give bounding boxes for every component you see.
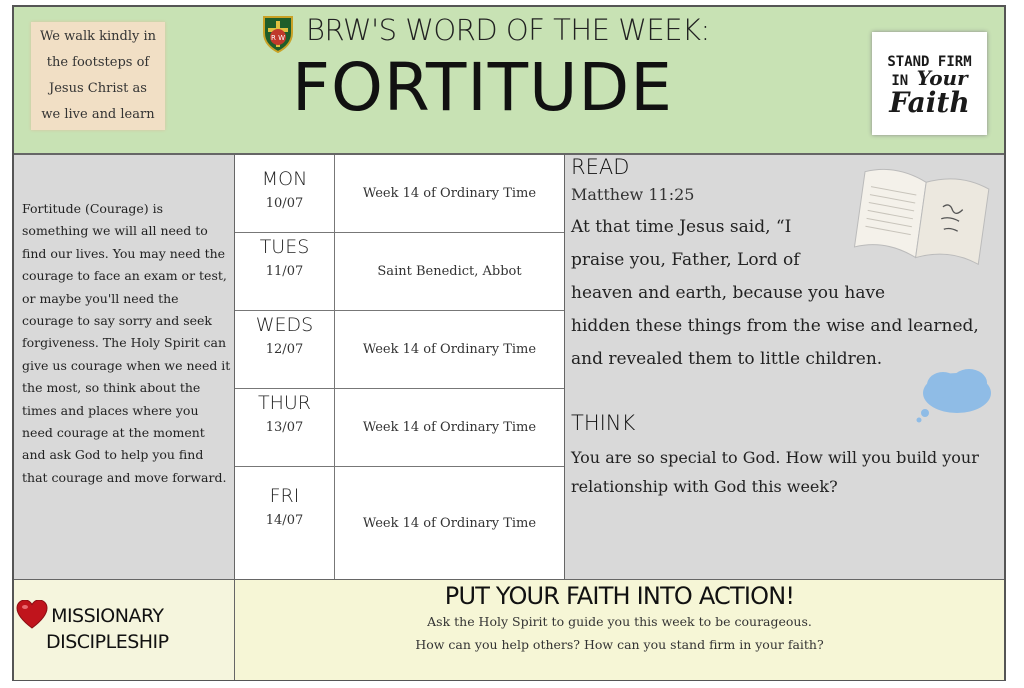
action-line: How can you help others? How can you stand firm in your faith? <box>415 637 824 652</box>
missionary-discipleship-label <box>46 603 169 655</box>
think-heading: THINK <box>571 411 636 435</box>
motto-line: Jesus Christ as <box>49 81 147 96</box>
day-name: FRI <box>269 485 300 507</box>
day-date: 11/07 <box>265 264 304 279</box>
poster-frame <box>12 5 1006 681</box>
day-row <box>235 233 564 311</box>
feast-label: Week 14 of Ordinary Time <box>362 342 537 357</box>
open-bible-icon <box>850 160 995 265</box>
crest-letters: R W <box>270 34 286 42</box>
day-date: 14/07 <box>265 513 304 528</box>
page-title: BRW'S WORD OF THE WEEK: <box>306 13 710 47</box>
badge-word: Your <box>916 66 968 90</box>
think-line: You are so special to God. How will you build your <box>571 448 979 467</box>
day-cell <box>235 155 335 232</box>
day-cell <box>235 467 335 579</box>
day-row <box>235 311 564 389</box>
motto-card <box>31 22 165 130</box>
feast-label: Week 14 of Ordinary Time <box>362 515 537 531</box>
feast-label: Week 14 of Ordinary Time <box>362 420 537 435</box>
day-date: 13/07 <box>265 420 304 435</box>
motto-line: we live and learn <box>41 107 155 122</box>
verse-line: heaven and earth, because you have <box>571 283 886 303</box>
motto-line: the footsteps of <box>46 55 150 70</box>
motto-line: We walk kindly in <box>39 29 157 44</box>
verse-line: praise you, Father, Lord of <box>571 250 800 270</box>
think-line: relationship with God this week? <box>571 477 838 496</box>
day-row <box>235 389 564 467</box>
day-name: THUR <box>257 392 311 414</box>
thought-cloud-icon <box>915 365 995 425</box>
stand-firm-badge <box>872 32 987 135</box>
intro-panel <box>14 155 235 579</box>
missionary-discipleship-panel <box>14 580 235 680</box>
read-heading: READ <box>571 155 630 179</box>
feast-label: Week 14 of Ordinary Time <box>362 186 537 201</box>
day-row <box>235 467 564 579</box>
badge-word: IN <box>891 73 909 89</box>
days-table <box>235 155 564 579</box>
day-date: 12/07 <box>265 342 304 357</box>
think-question <box>571 443 981 501</box>
action-title: PUT YOUR FAITH INTO ACTION! <box>444 582 795 610</box>
feast-label: Saint Benedict, Abbot <box>377 264 522 279</box>
day-date: 10/07 <box>265 196 304 211</box>
mission-line: DISCIPLESHIP <box>46 631 169 653</box>
day-name: WEDS <box>255 314 314 336</box>
day-name: TUES <box>259 236 310 258</box>
action-line: Ask the Holy Spirit to guide you this week to be courageous. <box>427 614 812 629</box>
day-name: MON <box>261 168 308 190</box>
verse-line: hidden these things from the wise and learned, <box>571 316 979 336</box>
scripture-reference: Matthew 11:25 <box>571 185 695 204</box>
intro-text: Fortitude (Courage) is something we will all need to find our lives. You may need the courage to face an exam or test, or maybe you'll need the courage to say sorry and seek forgiveness. The Holy Spirit can give us courage when we need it the most, so think about the times and places where you need courage at the moment and ask God to help you find that courage and move forward. <box>22 201 231 485</box>
day-cell <box>235 311 335 388</box>
header <box>14 7 1004 155</box>
school-crest-icon <box>262 15 294 53</box>
day-row <box>235 155 564 233</box>
action-panel <box>235 580 1004 680</box>
footer <box>14 579 1004 680</box>
heart-icon <box>16 600 48 630</box>
badge-line: Faith <box>889 86 970 119</box>
verse-line: and revealed them to little children. <box>571 349 883 369</box>
badge-line: STAND FIRM <box>887 54 972 70</box>
read-panel <box>564 155 1005 579</box>
day-cell <box>235 233 335 310</box>
mission-line: MISSIONARY <box>51 605 164 627</box>
word-of-the-week: FORTITUDE <box>292 49 673 126</box>
day-cell <box>235 389 335 466</box>
verse-line: At that time Jesus said, “I <box>571 217 792 237</box>
